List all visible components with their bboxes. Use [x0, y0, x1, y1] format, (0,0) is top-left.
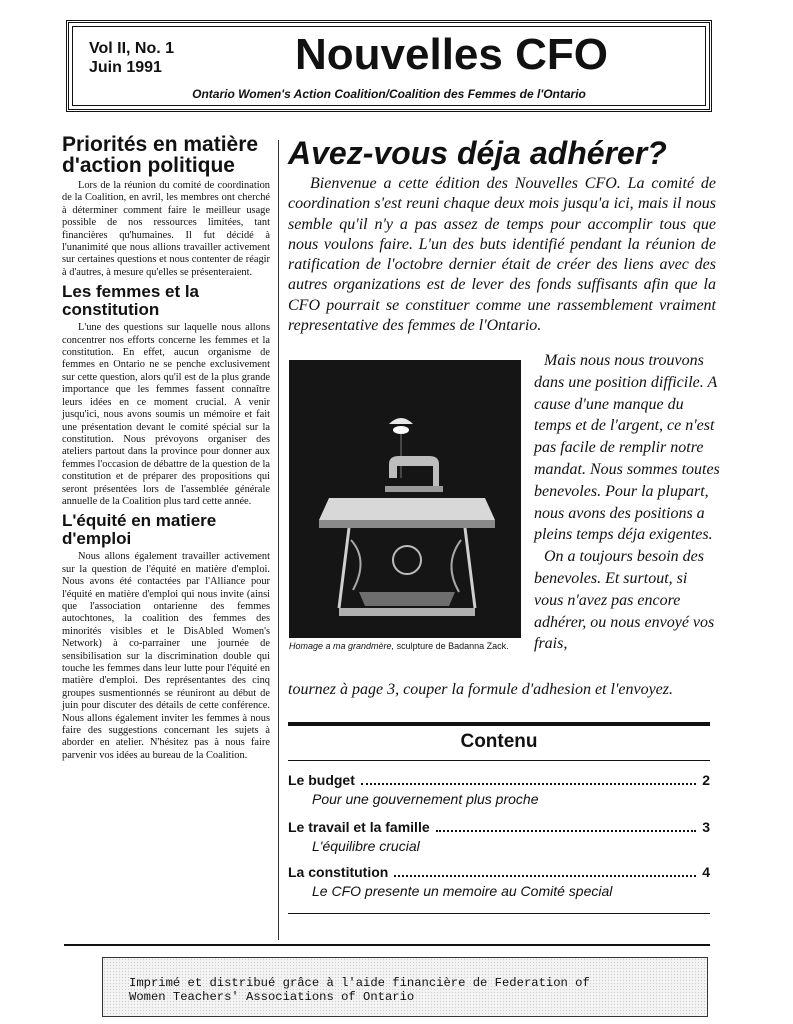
toc-entry-subtitle: L'équilibre crucial	[312, 838, 420, 854]
toc-entry-page: 3	[702, 819, 710, 835]
masthead	[66, 20, 712, 112]
section-heading-employment-equity: L'équité en matiere d'emploi	[62, 511, 217, 549]
issue-info	[89, 39, 174, 77]
toc-entry-label: Le budget	[288, 772, 355, 788]
section-heading-constitution: Les femmes et la constitution	[62, 282, 200, 320]
caption-artwork-title: Homage a ma grandmère,	[289, 641, 395, 651]
issue-date: Juin 1991	[89, 59, 162, 76]
newsletter-title: Nouvelles CFO	[295, 30, 608, 79]
sewing-machine-illustration	[289, 360, 521, 638]
photo-caption	[289, 641, 521, 652]
caption-credit: sculpture de Badanna Zack.	[394, 641, 509, 651]
article-paragraph-2: Mais nous nous trouvons dans une position difficile. A cause d'une manque du temps et de l'argent, ce n'est pas facile de remplir notre mandat. Nous sommes toutes benevoles. Pour la plupart, nous avons des positions a pleins temps déja exigentes.	[534, 352, 720, 544]
toc-entry-page: 4	[702, 864, 710, 880]
sculpture-photo	[289, 360, 521, 638]
article-intro: Bienvenue a cette édition des Nouvelles CFO. La comité de coordination s'est reuni chaque deux mois jusqu'a ici, mais il nous semble qu'il n'y a pas assez de temps pour accomplir tous que nous voulons faire. L'un des buts identifié pendant la réunion de ratification de l'octobre dernier était de créer des liens avec des autres organizations est de lever des fonds suffisants afin que la CFO pourrait se constituer comme une rassemblement vraiment representative des femmes de l'Ontario.	[288, 175, 716, 335]
footer-rule	[64, 944, 710, 946]
sponsor-notice	[129, 976, 590, 1004]
sponsor-line-1: Imprimé et distribué grâce à l'aide financière de Federation of	[129, 976, 590, 990]
section-heading-priorities: Priorités en matière d'action politique	[62, 133, 259, 177]
toc-entry-subtitle: Le CFO presente un memoire au Comité special	[312, 883, 613, 899]
article-paragraph-3: On a toujours besoin des benevoles. Et surtout, si vous n'avez pas encore adhérer, ou nous envoyé vos frais,	[534, 548, 715, 653]
toc-entry-label: Le travail et la famille	[288, 819, 430, 835]
toc-leader-dots	[436, 820, 697, 832]
toc-leader-dots	[361, 773, 696, 785]
toc-entry-constitution[interactable]	[288, 864, 710, 899]
toc-entry-budget[interactable]	[288, 772, 710, 807]
article-paragraph-3-end: tournez à page 3, couper la formule d'adhesion et l'envoyez.	[288, 681, 673, 698]
column-divider	[278, 140, 279, 940]
section-body-constitution: L'une des questions sur laquelle nous allons concentrer nos efforts concerne les femmes et la constitution. En effet, aucun organisme de femmes en Ontario ne se penche exclusivement sur cette question, alors qu'il est de la plus grande importance que les femmes fassent connaître leurs idées en ce moment crucial. A venir jusqu'ici, nous avons soumis un mémoire et fait une présentation devant le comité spécial sur la constitution. Nous prévoyons organiser des ateliers partout dans la province pour donner aux femmes l'occasion de débattre de la question de la constitution et de préparer des propositions qui seront présentées lors de l'assemblée générale annuelle de la Coalition plus tard cette année.	[62, 322, 270, 507]
toc-entry-page: 2	[702, 772, 710, 788]
section-body-priorities: Lors de la réunion du comité de coordination de la Coalition, en avril, les membres ont cherché à déterminer comment faire le meilleur usage possible de nos ressources limitées, tant financières qu'humaines. Il fut décidé à l'unanimité que nous allions travailler activement sur certaines questions et nous contenter de réagir à d'autres, à mesure qu'elles se présenteraient.	[62, 180, 270, 278]
toc-entry-label: La constitution	[288, 864, 389, 880]
toc-entry-work-family[interactable]	[288, 819, 710, 854]
volume-number: Vol II, No. 1	[89, 40, 175, 57]
toc-entry-subtitle: Pour une gouvernement plus proche	[312, 791, 539, 807]
section-body-employment-equity: Nous allons également travailler activement sur la question de l'équité en matière d'emploi. Nous avons été contactées par l'Alliance pour l'équité en matière d'emploi qui nous invite (ainsi que l'association ontarienne des femmes autochtones, la coalition des femmes des minorités visibles et le DisAbled Women's Network) à co-parrainer une journée de sensibilisation sur la discrimination double qui touche les femmes dans leur lutte pour l'équité en matière d'emploi. Des représentantes des cinq groupes susmentionnés se réuniront au début de juin pour discuter des détails de cette conférence. Nous allons également inviter les femmes à nous faire des suggestions concernant les sujets à aborder en atelier. N'hésitez pas à nous faire parvenir vos idées au bureau de la Coalition.	[62, 551, 270, 761]
masthead-inner-border	[72, 26, 706, 106]
toc-title: Contenu	[460, 731, 538, 752]
toc-divider	[288, 760, 710, 761]
article-wrap-text	[534, 350, 720, 655]
sponsor-line-2: Women Teachers' Associations of Ontario	[129, 990, 415, 1004]
toc-top-bar	[288, 722, 710, 726]
toc-bottom-divider	[288, 913, 710, 914]
article-title: Avez-vous déja adhérer?	[288, 135, 667, 171]
toc-leader-dots	[394, 865, 696, 877]
sponsor-notice-box	[102, 957, 708, 1017]
left-column	[62, 134, 270, 764]
newsletter-subtitle: Ontario Women's Action Coalition/Coalition des Femmes de l'Ontario	[192, 87, 586, 101]
